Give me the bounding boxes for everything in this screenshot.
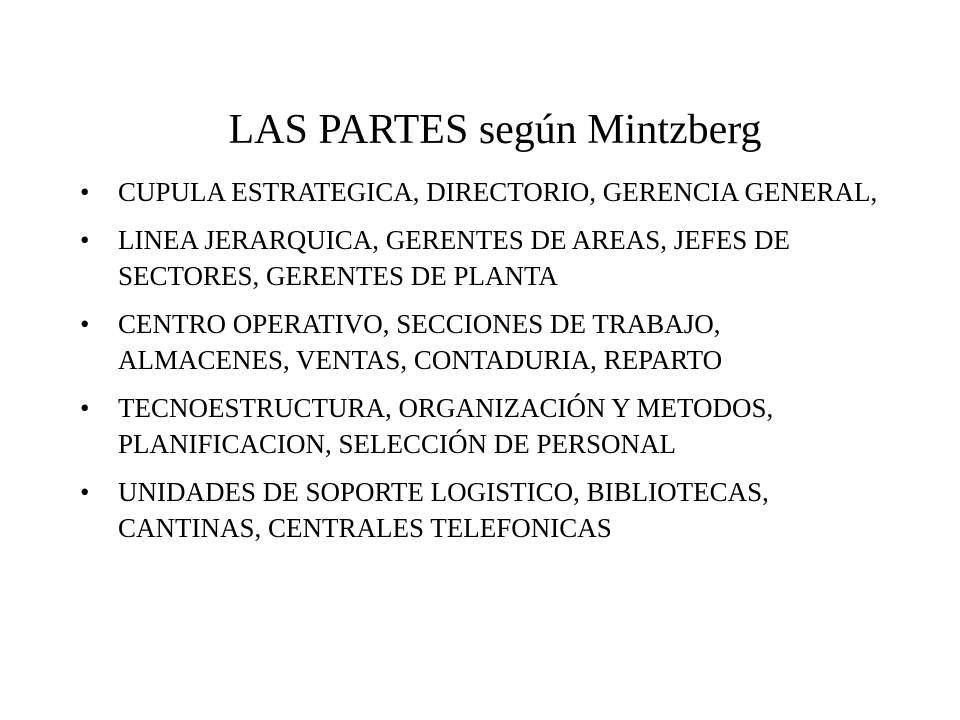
bullet-icon: •	[80, 393, 90, 423]
bullet-list	[80, 174, 880, 558]
bullet-item	[80, 222, 880, 294]
bullet-icon: •	[80, 225, 90, 255]
bullet-text: LINEA JERARQUICA, GERENTES DE AREAS, JEFES DE SECTORES, GERENTES DE PLANTA	[118, 225, 791, 291]
bullet-item	[80, 390, 880, 462]
bullet-text: CUPULA ESTRATEGICA, DIRECTORIO, GERENCIA GENERAL,	[118, 177, 878, 207]
bullet-text: CENTRO OPERATIVO, SECCIONES DE TRABAJO, ALMACENES, VENTAS, CONTADURIA, REPARTO	[118, 309, 723, 375]
bullet-text: UNIDADES DE SOPORTE LOGISTICO, BIBLIOTECAS, CANTINAS, CENTRALES TELEFONICAS	[118, 477, 769, 543]
slide-title: LAS PARTES según Mintzberg	[228, 107, 762, 153]
bullet-item	[80, 474, 880, 546]
bullet-icon: •	[80, 177, 90, 207]
bullet-icon: •	[80, 477, 90, 507]
bullet-item	[80, 174, 880, 210]
bullet-item	[80, 306, 880, 378]
bullet-icon: •	[80, 309, 90, 339]
bullet-text: TECNOESTRUCTURA, ORGANIZACIÓN Y METODOS, PLANIFICACION, SELECCIÓN DE PERSONAL	[118, 393, 774, 459]
